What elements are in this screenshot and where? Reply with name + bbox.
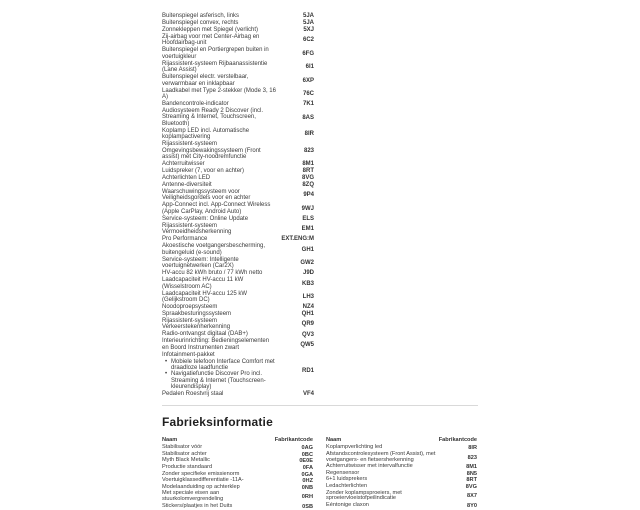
equipment-row [162,47,314,60]
equipment-name [162,101,276,107]
equipment-code: 8AS [302,114,314,121]
factory-table-right [326,437,477,510]
equipment-name-text: Rijassistent-systeem Omgevingsbewakingssysteem (Front assist) met City-noodremfunctie [162,141,261,161]
equipment-name [162,141,276,160]
equipment-name-text: Audiosysteem Ready 2 Discover (incl. Streaming & Internet, Touchscreen, Bluetooth) [162,108,264,127]
factory-name: Met speciale eisen aan stuurkolomvergrendeling [162,490,224,503]
factory-name: 6+1 luidsprekers [326,476,368,483]
equipment-code: 9P4 [303,192,314,199]
equipment-row [162,189,314,202]
equipment-code: 6C2 [302,37,314,44]
equipment-name-text: Rijassistent-systeem Rijbaanassistentie (Lane Assist) [162,60,268,74]
equipment-code: 8IR [304,131,314,138]
equipment-name [162,74,276,87]
equipment-name-text: Buitenspiegel convex, rechts [162,20,239,26]
factory-table-left [162,437,313,510]
equipment-name-text: Buitenspiegel asferisch, links [162,13,240,19]
equipment-row [162,34,314,47]
equipment-row [162,318,314,331]
section-divider [162,405,478,406]
factory-name: Zonder specifieke emissienorm [162,470,240,477]
equipment-code: 8M1 [302,161,314,168]
equipment-code: 5XJ [303,27,314,34]
equipment-row [162,161,314,167]
factory-code: 0BC [301,451,313,458]
equipment-name-text: Rijassistent-systeem Vermoeidheidsherkenning [162,222,232,236]
equipment-name-text: HV-accu 82 kWh bruto / 77 kWh netto [162,270,263,277]
factory-name: Myth Black Metallic [162,457,210,464]
equipment-name [162,236,276,242]
equipment-name-text: Waarschuwingssysteem voor Veiligheidsgordels voor en achter [162,189,251,202]
equipment-row [162,128,314,141]
equipment-name-text: Pro Performance [162,236,208,243]
equipment-code: 76C [302,91,314,98]
equipment-row [162,243,314,256]
equipment-row [162,20,314,26]
equipment-row [162,270,314,276]
factory-code: 8Y0 [467,502,477,509]
equipment-code: QR9 [301,321,314,328]
equipment-row [162,391,314,397]
equipment-row [162,27,314,33]
equipment-code: 6FG [302,50,314,57]
equipment-code: QW5 [300,341,314,348]
equipment-code: LH3 [302,293,314,300]
equipment-name [162,27,276,33]
factory-name: Stabilisator vóór [162,444,203,451]
equipment-code: 7K1 [302,101,314,108]
equipment-name [162,223,276,236]
equipment-name [162,108,276,127]
equipment-name [162,161,276,167]
equipment-row [162,13,314,19]
equipment-code: QH1 [301,311,314,318]
equipment-code: EM1 [301,226,314,233]
equipment-code: 9WJ [301,205,314,212]
equipment-row [162,311,314,317]
equipment-name-text: Buitenspiegel en Portiergrepen buiten in voertuigkleur [162,47,269,60]
equipment-name [162,270,276,276]
factory-code: 8X7 [467,493,477,500]
equipment-row [162,175,314,181]
equipment-name-text: Service-systeem: Intelligente voertuignetwerken (Car2X) [162,256,239,270]
factory-code: 8IR [468,445,477,452]
equipment-row [162,304,314,310]
equipment-code: 8RT [302,168,314,175]
equipment-name [162,13,276,19]
equipment-name [162,47,276,60]
equipment-code: 5JA [302,20,314,27]
equipment-name-text: Laadkabel met Type 2-stekker (Mode 3, 16 A) [162,87,276,101]
equipment-name [162,34,276,47]
equipment-row [162,236,314,242]
equipment-code: 823 [303,147,314,154]
factory-name: Modelaanduiding op achterklep [162,483,240,490]
equipment-sub-list [162,359,276,391]
equipment-name [162,182,276,188]
equipment-name-text: Buitenspiegel electr. verstelbaar, verwarmbaar en inklapbaar [162,74,249,87]
factory-row [326,452,477,464]
equipment-name [162,331,276,337]
equipment-name-text: Service-systeem: Online Update [162,215,249,222]
equipment-name-text: Bandencontrole-indicator [162,101,229,108]
factory-row [326,503,477,509]
equipment-name-text: Radio-ontvangst digitaal (DAB+) [162,331,248,338]
equipment-code: J9D [302,270,314,277]
equipment-name [162,168,276,174]
equipment-name [162,61,276,74]
header-fabrikantcode: Fabrikantcode [438,436,477,443]
factory-row [162,504,313,510]
equipment-name-text: Pedalen Roestvrij staal [162,391,224,398]
factory-code: 0FA [302,464,313,471]
factory-name: Achterruitwisser met intervalfunctie [326,463,413,470]
equipment-name [162,175,276,181]
equipment-code: GW2 [300,260,314,267]
factory-code: 8RT [466,477,477,484]
equipment-name-text: App-Connect incl. App-Connect Wireless (Apple CarPlay, Android Auto) [162,202,271,215]
factory-code: 823 [467,454,477,461]
equipment-name [162,318,276,331]
factory-info-title: Fabrieksinformatie [162,414,273,429]
equipment-name [162,128,276,141]
equipment-code: 8VG [301,175,314,182]
equipment-row [162,291,314,304]
equipment-name-text: Infotainment-pakket [162,351,215,358]
factory-code: 0GA [301,471,313,478]
header-naam: Naam [162,436,178,443]
equipment-name-text: Laadcapaciteit HV-accu 11 kW (Wisselstroom AC) [162,277,244,290]
equipment-row [162,202,314,215]
equipment-sub-item: • Mobiele telefoon Interface Comfort met draadloze laadfunctie [162,359,276,372]
factory-name: Stabilisator achter [162,450,207,457]
equipment-row [162,61,314,74]
equipment-name [162,304,276,310]
equipment-code: ELS [302,216,314,223]
equipment-row [162,257,314,270]
equipment-row [162,182,314,188]
equipment-row [162,352,314,391]
factory-name: Koplampverlichting led [326,444,383,451]
equipment-name-text: Zij-airbag voor met Center-Airbag en Hoofdairbag-unit [162,34,260,47]
equipment-row [162,101,314,107]
factory-row [162,491,313,503]
equipment-row [162,141,314,160]
equipment-row [162,216,314,222]
equipment-name-text: Rijassistent-systeem Verkeerstekenherkenning [162,317,231,331]
factory-table-right-rows [326,445,477,509]
factory-code: 0HZ [302,478,313,485]
equipment-list [162,13,314,398]
factory-code: 8VG [465,483,477,490]
equipment-name [162,391,276,397]
equipment-name [162,202,276,215]
factory-code: 0RH [301,494,313,501]
equipment-row [162,108,314,127]
equipment-name [162,291,276,304]
factory-name: Productie standaard [162,463,213,470]
factory-name: Afstandscontrolesysteem (Front Assist), met voetgangers- en fietsersherkenning [326,450,436,463]
equipment-name [162,311,276,317]
header-fabrikantcode: Fabrikantcode [274,436,313,443]
factory-code: 8N5 [466,470,477,477]
factory-table-header [162,437,313,443]
equipment-name-text: Noodoproepsysteem [162,303,218,310]
factory-code: 0NB [301,484,313,491]
equipment-name [162,257,276,270]
equipment-code: QV3 [301,331,314,338]
equipment-name-text: Spraakbesturingssysteem [162,310,232,317]
equipment-code: 6XP [302,77,314,84]
equipment-code: KB3 [301,280,314,287]
equipment-row [162,223,314,236]
equipment-name [162,88,276,101]
equipment-code: NZ4 [302,304,314,311]
equipment-row [162,88,314,101]
equipment-name [162,277,276,290]
equipment-name [162,352,276,391]
equipment-name-text: Achterlichten LED [162,175,211,182]
equipment-name-text: Laadcapaciteit HV-accu 125 kW (Gelijkstroom DC) [162,290,248,303]
equipment-name [162,338,276,351]
equipment-code: EXT.ENG:M [281,236,314,243]
factory-code: 0AG [301,445,313,452]
equipment-row [162,277,314,290]
content-column [162,13,478,510]
equipment-row [162,74,314,87]
factory-name: Stickers/plaatjes in het Duits [162,502,233,509]
header-naam: Naam [326,436,342,443]
equipment-row [162,331,314,337]
equipment-row [162,168,314,174]
equipment-name-text: Akoestische voetgangersbescherming, buitengeluid (e-sound) [162,243,266,256]
equipment-code: RD1 [301,368,314,375]
equipment-name-text: Interieurinrichting: Bedieningselementen en Boord Instrumenten zwart [162,338,270,351]
factory-row [326,491,477,503]
factory-info-tables [162,437,478,510]
equipment-sub-item: • Navigatiefunctie Discover Pro incl. Streaming & Internet (Touchscreen-kleurendisplay) [162,371,276,390]
equipment-name [162,20,276,26]
equipment-code: 5JA [302,13,314,20]
equipment-code: 8ZQ [302,182,314,189]
equipment-name-text: Koplamp LED incl. Automatische koplampactivering [162,127,250,141]
equipment-name-text: Antenne-diversiteit [162,182,212,189]
equipment-code: GH1 [301,246,314,253]
factory-table-header [326,437,477,443]
factory-code: 0SB [302,503,313,510]
equipment-name-text: Achterruitwisser [162,161,205,168]
equipment-code: VF4 [302,391,314,398]
factory-name: Ledachterlichten [326,482,368,489]
equipment-name-text: Luidspreker (7, voor en achter) [162,168,245,175]
equipment-name [162,189,276,202]
factory-name: Voertuigklassedifferentiatie -11A- [162,477,244,484]
factory-name: Eéntonige claxon [326,501,369,508]
equipment-name [162,216,276,222]
factory-table-left-rows [162,445,313,510]
equipment-code: 6I1 [305,64,314,71]
factory-code: 0E0E [299,458,313,465]
factory-code: 8M1 [466,464,477,471]
factory-name: Regensensor [326,469,360,476]
equipment-name [162,243,276,256]
factory-name: Zonder koplampsproeiers, met sproeiervloeistofpeilindicatie [326,489,402,502]
equipment-row [162,338,314,351]
equipment-name-text: Zonnekleppen met Spiegel (verlicht) [162,27,259,33]
